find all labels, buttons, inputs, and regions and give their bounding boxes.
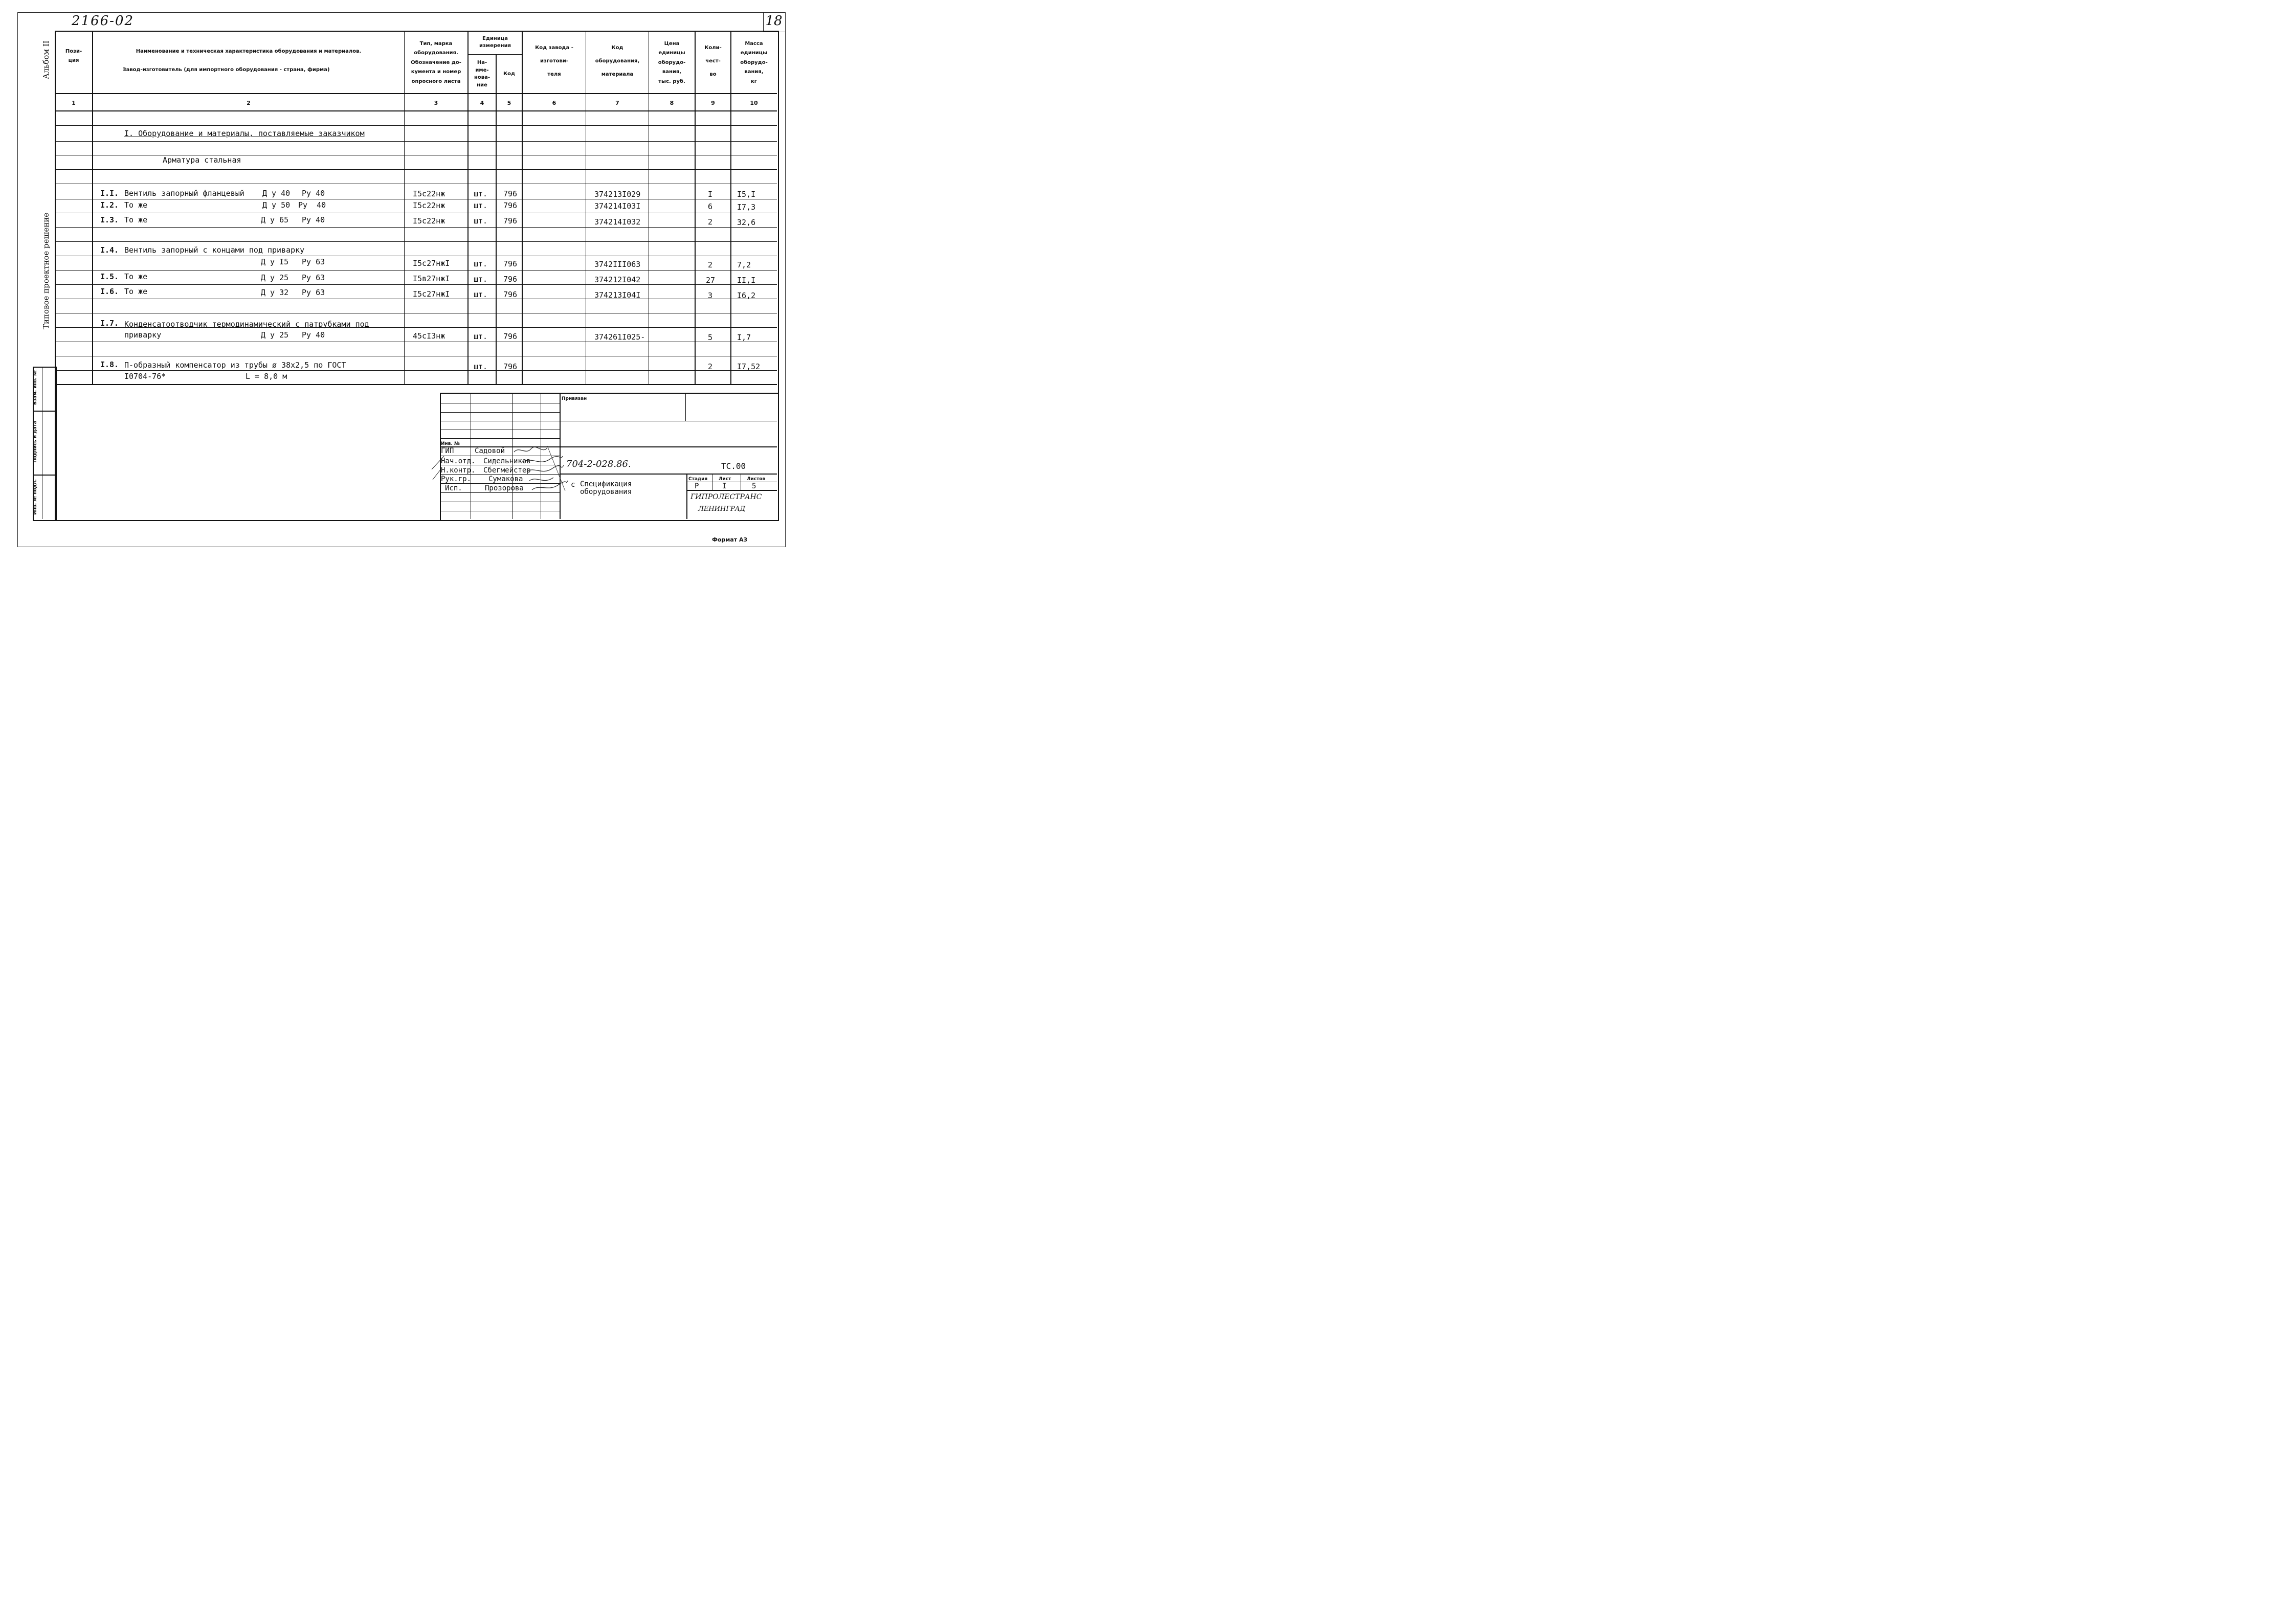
row-du: Д у 25 [261, 273, 289, 282]
col-number: 6 [552, 99, 556, 106]
row-code: 374213I04I [594, 290, 641, 300]
row-unit: шт. [474, 216, 488, 226]
sheets-label: Листов [747, 477, 766, 482]
col-number: 9 [711, 99, 715, 106]
row-unit-code: 796 [503, 216, 518, 226]
row-mass: II,I [737, 276, 756, 285]
type-label: Типовое проектное решение [41, 212, 51, 329]
row-unit-code: 796 [503, 332, 518, 341]
header-unit: Единица измерения [479, 36, 511, 49]
row-py: Ру 40 [302, 330, 325, 340]
role-group-head: Рук.гр. [441, 475, 472, 483]
header-unit-name: На- име- нова- ние [474, 60, 490, 88]
row-py: Ру 63 [302, 288, 325, 297]
row-type: I5c27нжI [413, 259, 450, 268]
row-position: I.2. [100, 200, 119, 210]
row-unit-code: 796 [503, 362, 518, 371]
row-name: То же [124, 272, 148, 281]
subsection-title: Арматура стальная [163, 155, 241, 165]
row-name: То же [124, 287, 148, 296]
col-number: 10 [750, 99, 758, 106]
format-label: Формат А3 [712, 536, 748, 543]
col-number: 5 [507, 99, 511, 106]
doc-title: Спецификация оборудования [580, 480, 632, 496]
album-label: Альбом II [41, 40, 51, 79]
inv-no-label: Инв. № [441, 441, 460, 446]
row-position: I.7. [100, 319, 119, 328]
row-unit-code: 796 [503, 275, 518, 284]
row-code: 374214I032 [594, 217, 641, 227]
row-type: I5c22нж [413, 216, 445, 226]
row-type: I5c27нжI [413, 289, 450, 299]
row-du: Д у 65 [261, 215, 289, 224]
sheet-label: Лист [719, 477, 731, 482]
name-norm-control: Сбегмейстер [483, 466, 531, 475]
row-du: Д у 40 [262, 189, 291, 198]
row-type: I5в27нжI [413, 274, 450, 283]
header-name-line1: Наименование и техническая характеристика оборудования и материалов. [136, 48, 362, 54]
name-head-dept: Сидельников [483, 457, 531, 465]
row-type: I5c22нж [413, 189, 445, 198]
row-name: Вентиль запорный с концами под приварку [124, 245, 305, 255]
header-factory-code: Код завода - изготови- теля [535, 45, 573, 77]
sheet-value: I [722, 482, 727, 490]
row-qty: 2 [708, 217, 713, 227]
section-title: I. Оборудование и материалы, поставляемые заказчиком [124, 129, 365, 138]
row-qty: 5 [708, 333, 713, 342]
project-code: 704-2-028.86. [566, 459, 631, 469]
header-quantity: Коли- чест- во [704, 45, 722, 77]
col-number: 3 [434, 99, 438, 106]
row-mass: I,7 [737, 333, 751, 342]
row-code: 374212I042 [594, 275, 641, 284]
header-position: Пози- ция [65, 48, 82, 63]
org-city: ЛЕНИНГРАД [698, 505, 746, 513]
row-type: 45cI3нж [413, 331, 445, 341]
row-name: Вентиль запорный фланцевый [124, 189, 244, 198]
row-name: То же [124, 215, 148, 224]
row-py: Ру 63 [302, 257, 325, 266]
privyazan-label: Привязан [562, 396, 587, 401]
row-position: I.6. [100, 287, 119, 296]
name-executor: Прозорова [485, 484, 524, 492]
row-py: Ру 63 [302, 273, 325, 282]
col-number: 1 [72, 99, 76, 106]
org-name: ГИПРОЛЕСТРАНС [690, 493, 762, 501]
stamp-inv-orig: Инв. № подл. [33, 479, 38, 515]
signatures [511, 445, 573, 493]
name-gip: Садовой [475, 447, 505, 455]
row-unit: шт. [474, 189, 488, 198]
stage-value: Р [695, 482, 699, 490]
row-unit: шт. [474, 332, 488, 341]
row-py: Ру 40 [302, 215, 325, 224]
stamp-inv-dup: Взам. инв. № [33, 370, 38, 405]
row-unit: шт. [474, 201, 488, 210]
row-code: 374261I025- [594, 332, 645, 342]
role-norm-control: Н.контр. [441, 466, 476, 475]
row-du: L = 8,0 м [246, 372, 287, 381]
row-position: I.4. [100, 245, 119, 255]
row-mass: 7,2 [737, 260, 751, 269]
row-unit-code: 796 [503, 189, 518, 198]
row-unit: шт. [474, 259, 488, 268]
header-price: Цена единицы оборудо- вания, тыс. руб. [658, 40, 686, 84]
row-position: I.8. [100, 360, 119, 369]
row-du: Д у 25 [261, 330, 289, 340]
doc-mark: ТС.00 [721, 461, 746, 471]
row-du: Д у 32 [261, 288, 289, 297]
row-type: I5c22нж [413, 201, 445, 210]
sheets-value: 5 [752, 482, 756, 490]
doc-code: 2166-02 [72, 13, 135, 29]
header-type: Тип, марка оборудования. Обозначение до- кумента и номер опросного листа [411, 40, 461, 84]
role-gip: ГИП [441, 447, 454, 455]
row-position: I.I. [100, 189, 119, 198]
header-equipment-code: Код оборудования, материала [595, 45, 640, 77]
row-mass: 32,6 [737, 218, 756, 227]
row-position: I.5. [100, 272, 119, 281]
col-number: 2 [247, 99, 251, 106]
row-code: 374214I03I [594, 201, 641, 211]
row-mass: I5,I [737, 190, 756, 199]
col-number: 4 [480, 99, 484, 106]
stamp-sign-date: Подпись и дата [33, 421, 38, 463]
row-unit-code: 796 [503, 259, 518, 268]
col-number: 8 [670, 99, 674, 106]
row-qty: 2 [708, 260, 713, 269]
row-unit: шт. [474, 290, 488, 299]
row-code: 374213I029 [594, 190, 641, 199]
row-code: 3742III063 [594, 260, 641, 269]
row-du: Д у 50 [262, 200, 291, 210]
row-name: I0704-76* [124, 372, 166, 381]
row-qty: 3 [708, 291, 713, 300]
row-qty: 27 [706, 276, 716, 285]
row-py: Ру 40 [298, 200, 326, 210]
row-unit-code: 796 [503, 290, 518, 299]
col-number: 7 [615, 99, 619, 106]
row-py: Ру 40 [302, 189, 325, 198]
name-group-head: Сумакова [488, 475, 523, 483]
row-unit: шт. [474, 362, 488, 371]
row-name: приварку [124, 330, 162, 340]
row-mass: I7,3 [737, 202, 756, 212]
role-executor: Исп. [445, 484, 462, 492]
row-mass: I7,52 [737, 362, 761, 371]
row-qty: 2 [708, 362, 713, 371]
sheet-number: 18 [765, 13, 783, 29]
row-position: I.3. [100, 215, 119, 224]
row-qty: 6 [708, 202, 713, 211]
row-name: П-образный компенсатор из трубы ø 38х2,5 по ГОСТ [124, 360, 346, 370]
row-du: Д у I5 [261, 257, 289, 266]
row-qty: I [708, 190, 713, 199]
row-mass: I6,2 [737, 291, 756, 300]
margin-slash [430, 455, 445, 481]
row-name: То же [124, 200, 148, 210]
role-head-dept: Нач.отд. [441, 457, 476, 465]
stage-label: Стадия [688, 477, 708, 482]
header-mass: Масса единицы оборудо- вания, кг [740, 40, 768, 84]
header-name-line2: Завод-изготовитель (для импортного оборудования - страна, фирма) [122, 66, 330, 73]
row-unit-code: 796 [503, 201, 518, 210]
doc-title-prefix: с [571, 481, 575, 489]
row-name: Конденсатоотводчик термодинамический с патрубками под [124, 320, 369, 329]
row-unit: шт. [474, 275, 488, 284]
header-unit-code: Код [503, 71, 516, 77]
